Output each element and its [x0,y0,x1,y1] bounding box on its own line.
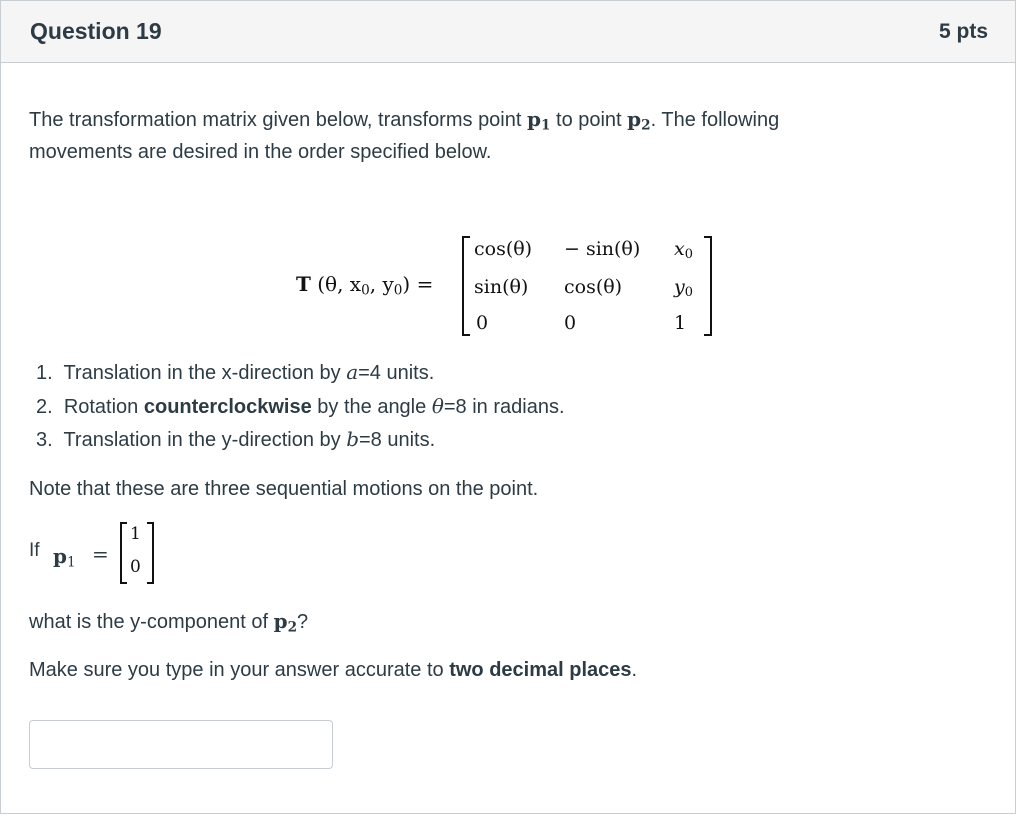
given-p1-symbol: $p_1$ [53,544,76,571]
intro-text-2: to point [550,109,628,131]
question-header [1,1,1015,63]
vector-v1: 1 [130,524,141,544]
answer-input[interactable] [29,720,333,769]
step-1: 1. Translation in the x-direction by a=4 units. [36,360,435,384]
step-2: 2. Rotation counterclockwise by the angle θ=8 in radians. [36,394,565,418]
instruction-text: Make sure you type in your answer accurate to two decimal places. [29,659,638,681]
matrix-r3c3: 1 [674,312,687,334]
matrix-r2c1: sin(θ) [474,276,529,298]
given-equals: = [92,542,109,566]
question-title: Question 19 [30,18,162,44]
matrix-right-bracket [704,236,712,336]
matrix-r3c1: 0 [476,312,489,334]
question-text: what is the y-component of $p_2$? [29,609,309,636]
vector-right-bracket [147,522,154,584]
intro-text-1: The transformation matrix given below, transforms point [29,109,527,131]
p1-symbol: $p_1$ [527,107,551,134]
matrix-r3c2: 0 [564,312,577,334]
matrix-left-bracket [462,236,470,336]
p2-symbol: $p_2$ [627,107,651,134]
transformation-matrix [296,234,726,344]
vector-v2: 0 [130,557,141,577]
matrix-lhs: T (θ, $x_0$, $y_0$) = [296,272,434,299]
matrix-r1c2: − sin(θ) [564,238,641,260]
matrix-r1c1: cos(θ) [474,238,533,260]
matrix-r2c3: $y_0$ [674,276,693,301]
question-points: 5 pts [938,20,988,43]
intro-text-3: . The following [650,109,780,131]
given-if: If [29,540,40,561]
vector-left-bracket [120,522,127,584]
matrix-r1c3: $x_0$ [674,238,693,263]
step-3: 3. Translation in the y-direction by b=8 units. [36,427,436,451]
matrix-r2c2: cos(θ) [564,276,623,298]
intro-line-1 [29,107,779,133]
note-text: Note that these are three sequential motions on the point. [29,478,539,500]
intro-line-2: movements are desired in the order specified below. [29,141,492,163]
